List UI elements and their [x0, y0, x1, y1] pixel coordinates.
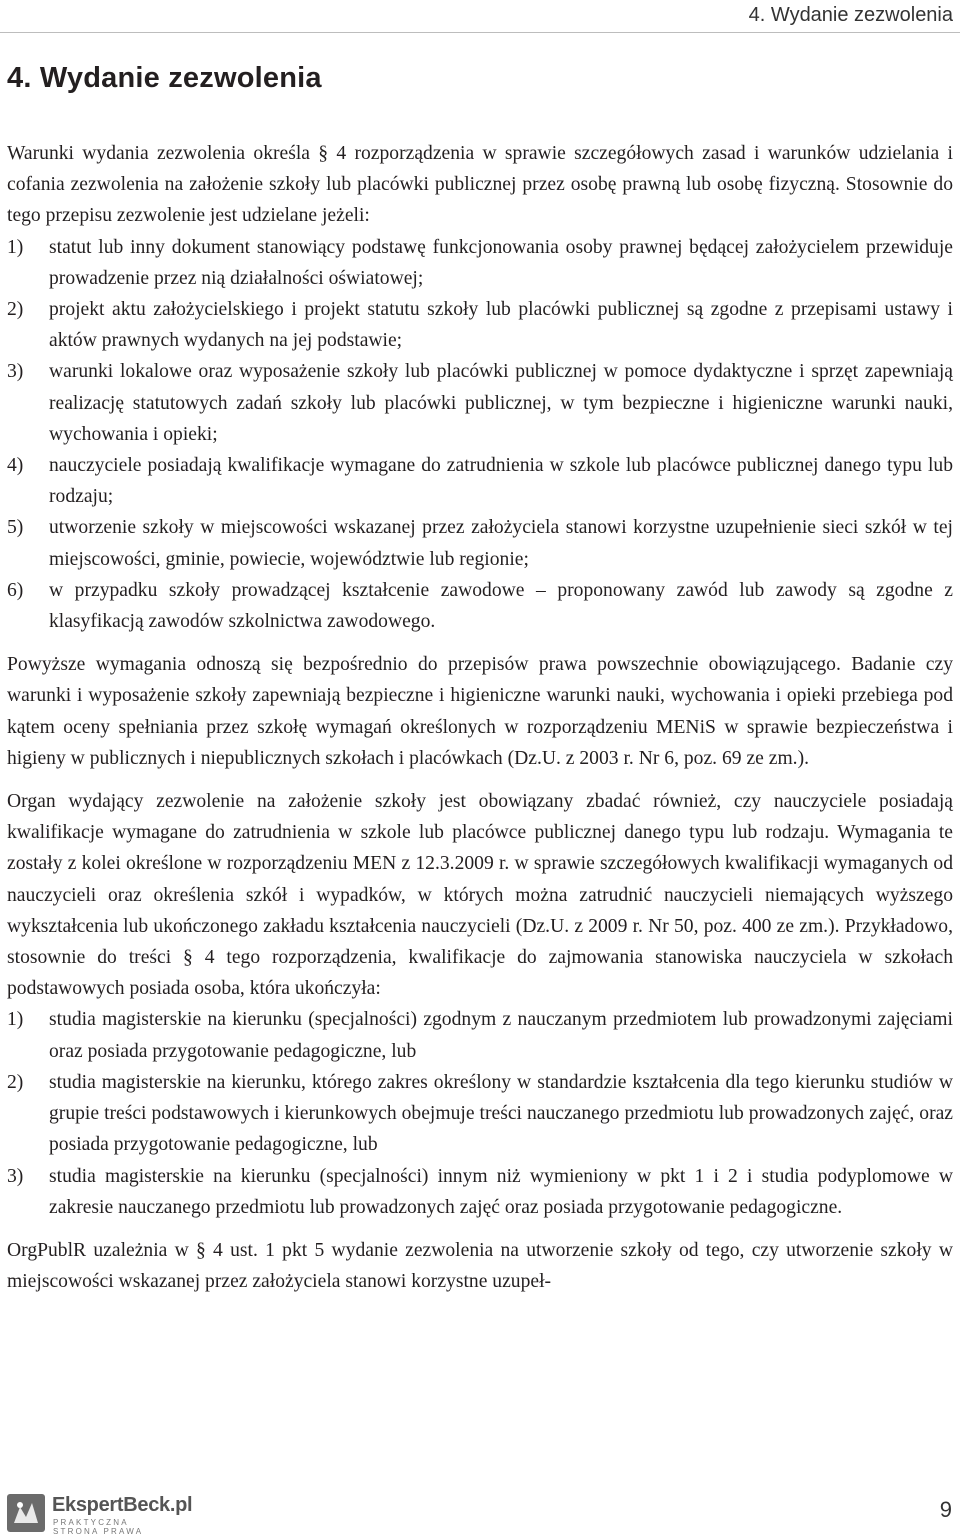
paragraph-intro: Warunki wydania zezwolenia określa § 4 rozporządzenia w sprawie szczegółowych zasad i warunków udzielania i cofania zezwolenia na założenie szkoły lub placówki publicznej przez osobę prawną lub osobę fizyczną. Stosownie do tego przepisu zezwolenie jest udzielane jeżeli: [7, 143, 953, 227]
list-number: 2) [7, 1071, 24, 1093]
requirements-list [7, 232, 953, 638]
list-number: 3) [7, 1165, 24, 1187]
list-number: 3) [7, 361, 24, 383]
list-item-text: w przypadku szkoły prowadzącej kształcenie zawodowe – proponowany zawód lub zawody są zgodne z klasyfikacją zawodów szkolnictwa zawodowego. [49, 579, 953, 633]
list-number: 4) [7, 455, 24, 477]
list-item [7, 294, 953, 356]
list-item-text: studia magisterskie na kierunku (specjalności) zgodnym z nauczanym przedmiotem lub prowadzonymi zajęciami oraz posiada przygotowanie pedagogiczne, lub [49, 1009, 953, 1062]
list-item-text: nauczyciele posiadają kwalifikacje wymagane do zatrudnienia w szkole lub placówce publicznej danego typu lub rodzaju; [49, 455, 953, 508]
running-header: 4. Wydanie zezwolenia [748, 4, 953, 26]
list-number: 5) [7, 517, 24, 539]
list-number: 1) [7, 236, 24, 258]
list-item [7, 450, 953, 512]
logo-tagline: PRAKTYCZNA STRONA PRAWA [53, 1518, 144, 1536]
logo-emblem-icon [6, 1493, 46, 1533]
list-item [7, 356, 953, 450]
list-item [7, 232, 953, 294]
list-item [7, 512, 953, 574]
list-item-text: studia magisterskie na kierunku (specjalności) innym niż wymieniony w pkt 1 i 2 i studia podyplomowe w zakresie nauczanego przedmiotu lub prowadzonych zajęć oraz posiada przygotowanie pedagogiczne. [49, 1165, 953, 1218]
list-item-text: studia magisterskie na kierunku, którego zakres określony w standardzie kształcenia dla tego kierunku studiów w grupie treści podstawowych i kierunkowych obejmuje treści nauczanego przedmiotu lub prowadzonych zajęć, oraz posiada przygotowanie pedagogiczne, lub [49, 1071, 953, 1156]
list-item-text: utworzenie szkoły w miejscowości wskazanej przez założyciela stanowi korzystne uzupełnienie sieci szkół w tej miejscowości, gminie, powiecie, województwie lub regionie; [49, 517, 953, 570]
list-number: 2) [7, 299, 24, 321]
list-item-text: projekt aktu założycielskiego i projekt statutu szkoły lub placówki publicznej są zgodne z przepisami ustawy i aktów prawnych wydanych na jej podstawie; [49, 299, 953, 352]
list-number: 6) [7, 579, 24, 601]
body-text [7, 138, 953, 1297]
header-divider [0, 32, 960, 33]
publisher-logo [6, 1493, 193, 1536]
list-item-text: statut lub inny dokument stanowiący podstawę funkcjonowania osoby prawnej będącej założycielem przewiduje prowadzenie przez nią działalności oświatowej; [49, 236, 953, 289]
list-item [7, 1161, 953, 1223]
qualifications-list [7, 1004, 953, 1222]
list-number: 1) [7, 1009, 24, 1031]
paragraph-teacher-qualifications: Organ wydający zezwolenie na założenie szkoły jest obowiązany zbadać również, czy nauczyciele posiadają kwalifikacje wymagane do zatrudnienia w szkole lub placówce publicznej danego typu lub rodzaju. Wymagania te zostały z kolei określone w rozporządzeniu MEN z 12.3.2009 r. w sprawie szczegółowych kwalifikacji wymaganych od nauczycieli oraz określenia szkół i wypadków, w których można zatrudnić nauczycieli niemających wyższego wykształcenia lub ukończonego zakładu kształcenia nauczycieli (Dz.U. z 2009 r. Nr 50, poz. 400 ze zm.). Przykładowo, stosownie do treści § 4 tego rozporządzenia, kwalifikacje do zajmowania stanowiska nauczyciela w szkołach podstawowych posiada osoba, która ukończyła: [7, 791, 953, 1000]
logo-text: EkspertBeck.pl [52, 1494, 193, 1516]
page-number: 9 [939, 1497, 952, 1522]
list-item [7, 575, 953, 637]
list-item-text: warunki lokalowe oraz wyposażenie szkoły lub placówki publicznej w pomoce dydaktyczne i sprzęt zapewniają realizację statutowych zadań szkoły lub placówki publicznej, w tym bezpieczne i higieniczne warunki nauki, wychowania i opieki; [49, 361, 953, 445]
list-item [7, 1067, 953, 1161]
paragraph-orgpublr: OrgPublR uzależnia w § 4 ust. 1 pkt 5 wydanie zezwolenia na utworzenie szkoły od tego, czy utworzenie szkoły w miejscowości wskazanej przez założyciela stanowi korzystne uzupeł- [7, 1239, 953, 1293]
section-title: 4. Wydanie zezwolenia [7, 62, 322, 94]
list-item [7, 1004, 953, 1066]
paragraph-requirements-note: Powyższe wymagania odnoszą się bezpośrednio do przepisów prawa powszechnie obowiązującego. Badanie czy warunki i wyposażenie szkoły zapewniają bezpieczne i higieniczne warunki nauki, wychowania i opieki przebiega pod kątem oceny spełniania przez szkołę wymagań określonych w rozporządzeniu MENiS w sprawie bezpieczeństwa i higieny w publicznych i niepublicznych szkołach i placówkach (Dz.U. z 2003 r. Nr 6, poz. 69 ze zm.). [7, 654, 953, 769]
